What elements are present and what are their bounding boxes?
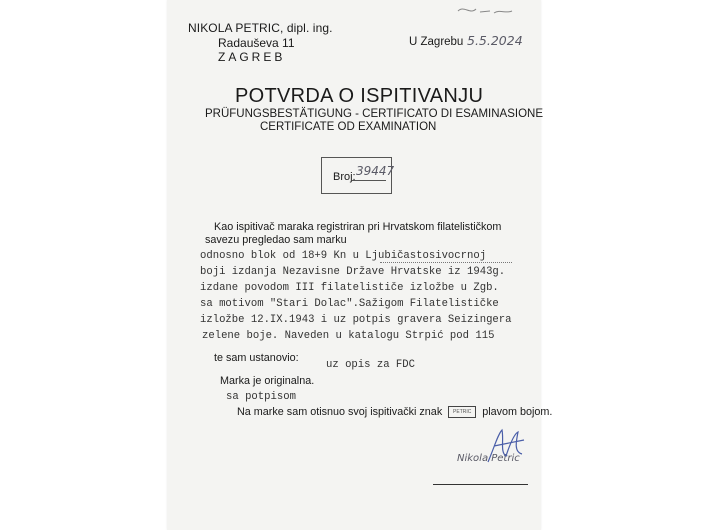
top-corner-marks-icon: [456, 3, 516, 17]
color-underline: [380, 262, 512, 263]
certificate-subtitle-1: PRÜFUNGSBESTÄTIGUNG - CERTIFICATO DI ESAMINASIONE: [205, 108, 544, 120]
certificate-title: POTVRDA O ISPITIVANJU: [235, 85, 484, 107]
description-line-6: zelene boje. Naveden u katalogu Strpić pod 115: [202, 330, 495, 342]
issuer-street: Radauševa 11: [218, 36, 295, 50]
signature-line: [433, 484, 528, 485]
number-label: Broj:: [333, 171, 356, 183]
stamp-statement-after: plavom bojom.: [482, 406, 553, 418]
description-line-2: boji izdanja Nezavisne Države Hrvatske iz 1943g.: [200, 266, 506, 278]
description-line-7: uz opis za FDC: [326, 359, 416, 371]
issuer-name: NIKOLA PETRIC, dipl. ing.: [188, 21, 333, 35]
stamp-statement-before: Na marke sam otisnuo svoj ispitivački znak: [237, 406, 443, 418]
place-label: U Zagrebu: [409, 36, 464, 48]
stamp-statement: [237, 406, 552, 418]
examiner-mark: PETRIC: [448, 406, 476, 418]
intro-line-1: Kao ispitivač maraka registriran pri Hrvatskom filatelističkom: [214, 221, 502, 233]
certificate-subtitle-2: CERTIFICATE OD EXAMINATION: [260, 121, 437, 133]
number-underline: [352, 180, 386, 181]
handwritten-date: 5.5.2024: [467, 33, 523, 48]
verdict: Marka je originalna.: [220, 375, 315, 387]
verdict-note: sa potpisom: [226, 391, 296, 403]
findings-label: te sam ustanovio:: [214, 352, 299, 364]
description-line-1: odnosno blok od 18+9 Kn u Ljubičastosivocrnoj: [200, 250, 487, 262]
issuer-city: ZAGREB: [218, 50, 286, 64]
description-line-5: izložbe 12.IX.1943 i uz potpis gravera Seizingera: [200, 314, 512, 326]
signature-name: Nikola Petric: [457, 453, 520, 464]
description-line-4: sa motivom "Stari Dolac".Sažigom Filatelističke: [200, 298, 499, 310]
description-line-3: izdane povodom III filatelističe izložbe u Zgb.: [200, 282, 499, 294]
intro-line-2: savezu pregledao sam marku: [205, 234, 347, 246]
certificate-number: 39447: [356, 164, 395, 178]
signature-scribble-icon: [484, 426, 528, 466]
